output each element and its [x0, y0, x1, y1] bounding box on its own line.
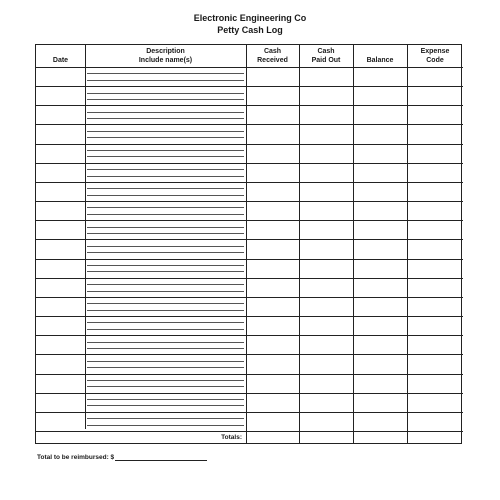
description-writing-line — [87, 367, 244, 368]
description-writing-line — [87, 214, 244, 215]
table-row[interactable] — [36, 201, 463, 202]
description-writing-line — [87, 150, 244, 151]
column-header-6: Expense Code — [420, 48, 450, 64]
description-writing-line — [87, 291, 244, 292]
table-row[interactable] — [36, 105, 463, 106]
description-writing-line — [87, 93, 244, 94]
company-name: Electronic Engineering Co — [193, 13, 307, 23]
table-row[interactable] — [36, 67, 463, 68]
description-writing-line — [87, 176, 244, 177]
document-title: Petty Cash Log — [217, 25, 283, 35]
table-row[interactable] — [36, 374, 463, 375]
description-writing-line — [87, 405, 244, 406]
column-header-4: Cash Paid Out — [311, 48, 341, 64]
description-writing-line — [87, 380, 244, 381]
description-writing-line — [87, 227, 244, 228]
table-row[interactable] — [36, 297, 463, 298]
description-writing-line — [87, 271, 244, 272]
table-row[interactable] — [36, 220, 463, 221]
description-writing-line — [87, 195, 244, 196]
table-row[interactable] — [36, 431, 463, 432]
table-row[interactable] — [36, 354, 463, 355]
description-writing-line — [87, 73, 244, 74]
petty-cash-table — [35, 44, 462, 444]
description-writing-line — [87, 80, 244, 81]
description-writing-line — [87, 284, 244, 285]
table-row[interactable] — [36, 182, 463, 183]
column-header-1: Date — [52, 57, 69, 64]
table-row[interactable] — [36, 144, 463, 145]
table-row[interactable] — [36, 239, 463, 240]
table-row[interactable] — [36, 86, 463, 87]
description-writing-line — [87, 99, 244, 100]
description-writing-line — [87, 303, 244, 304]
description-writing-line — [87, 137, 244, 138]
table-row[interactable] — [36, 259, 463, 260]
description-writing-line — [87, 246, 244, 247]
description-writing-line — [87, 386, 244, 387]
description-writing-line — [87, 112, 244, 113]
table-row[interactable] — [36, 124, 463, 125]
column-divider — [85, 45, 86, 429]
description-writing-line — [87, 252, 244, 253]
description-writing-line — [87, 156, 244, 157]
description-writing-line — [87, 342, 244, 343]
reimbursement-line — [37, 454, 207, 461]
description-writing-line — [87, 118, 244, 119]
reimburse-label: Total to be reimbursed: $ — [37, 454, 115, 461]
description-writing-line — [87, 207, 244, 208]
table-row[interactable] — [36, 335, 463, 336]
reimburse-amount-field[interactable] — [115, 460, 207, 461]
description-writing-line — [87, 348, 244, 349]
description-writing-line — [87, 322, 244, 323]
description-writing-line — [87, 399, 244, 400]
column-header-2: Description Include name(s) — [138, 48, 193, 64]
table-row[interactable] — [36, 316, 463, 317]
description-writing-line — [87, 233, 244, 234]
table-row[interactable] — [36, 412, 463, 413]
description-writing-line — [87, 310, 244, 311]
description-writing-line — [87, 169, 244, 170]
table-row[interactable] — [36, 278, 463, 279]
description-writing-line — [87, 425, 244, 426]
description-writing-line — [87, 329, 244, 330]
table-row[interactable] — [36, 163, 463, 164]
description-writing-line — [87, 188, 244, 189]
totals-label: Totals: — [221, 434, 242, 441]
description-writing-line — [87, 131, 244, 132]
table-row[interactable] — [36, 393, 463, 394]
column-header-3: Cash Received — [257, 48, 288, 64]
description-writing-line — [87, 418, 244, 419]
description-writing-line — [87, 265, 244, 266]
description-writing-line — [87, 361, 244, 362]
column-header-5: Balance — [366, 57, 394, 64]
